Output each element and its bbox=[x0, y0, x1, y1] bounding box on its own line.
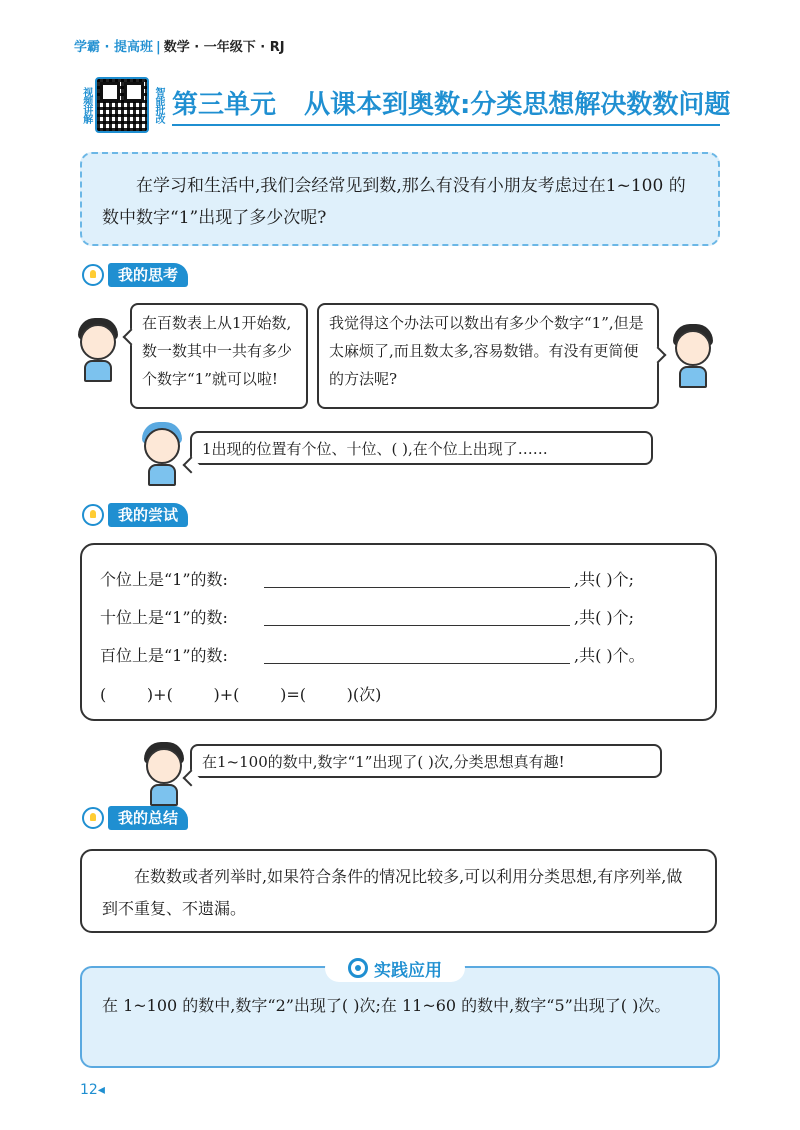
qr-code-icon bbox=[95, 77, 150, 133]
intro-box bbox=[80, 152, 720, 246]
answer-line[interactable] bbox=[264, 606, 570, 626]
girl-avatar bbox=[72, 314, 124, 384]
intro-text: 在学习和生活中,我们会经常见到数,那么有没有小朋友考虑过在1~100 的数中数字“1”出现了多少次呢? bbox=[102, 176, 686, 228]
section-think-label: 我的思考 bbox=[108, 263, 188, 287]
lightbulb-icon bbox=[82, 264, 104, 286]
unit-label: 第三单元 bbox=[172, 90, 277, 120]
unit-heading: 从课本到奥数:分类思想解决数数问题 bbox=[304, 90, 731, 120]
bubble-result-text: 在1~100的数中,数字“1”出现了( )次,分类思想真有趣! bbox=[202, 753, 565, 771]
try-row-label: 十位上是“1”的数: bbox=[100, 607, 228, 627]
cap-kid-avatar bbox=[136, 418, 188, 488]
brand-label: 学霸 · 提高班 bbox=[74, 40, 153, 55]
try-row-label: 百位上是“1”的数: bbox=[100, 645, 228, 665]
qr-left-text: 视频讲解 bbox=[80, 87, 92, 123]
section-summary-tag bbox=[82, 805, 188, 831]
section-think-tag bbox=[82, 262, 188, 288]
target-icon bbox=[348, 958, 368, 978]
practice-badge bbox=[325, 954, 465, 982]
try-row-label: 个位上是“1”的数: bbox=[100, 569, 228, 589]
page-number: 12◂ bbox=[80, 1082, 105, 1098]
qr-code-block[interactable] bbox=[80, 74, 164, 136]
boy-avatar bbox=[667, 320, 719, 390]
girl-avatar-2 bbox=[138, 738, 190, 808]
speech-bubble-result bbox=[190, 744, 662, 778]
practice-text: 在 1~100 的数中,数字“2”出现了( )次;在 11~60 的数中,数字“5”出现了( )次。 bbox=[102, 996, 671, 1015]
bubble-girl-text: 在百数表上从1开始数,数一数其中一共有多少个数字“1”就可以啦! bbox=[142, 314, 293, 388]
speech-bubble-girl bbox=[130, 303, 308, 409]
speech-bubble-hint bbox=[190, 431, 653, 465]
subject-label: 数学 · 一年级下 · RJ bbox=[163, 40, 285, 55]
bubble-hint-text: 1出现的位置有个位、十位、( ),在个位上出现了…… bbox=[202, 440, 548, 458]
summary-text: 在数数或者列举时,如果符合条件的情况比较多,可以利用分类思想,有序列举,做到不重复、不遗漏。 bbox=[102, 867, 683, 918]
section-summary-label: 我的总结 bbox=[108, 806, 188, 830]
summary-box bbox=[80, 849, 717, 933]
practice-badge-label: 实践应用 bbox=[374, 960, 442, 981]
try-row-tail: ,共( )个; bbox=[574, 607, 635, 627]
try-row-ones bbox=[100, 559, 697, 597]
try-row-tail: ,共( )个。 bbox=[574, 645, 645, 665]
speech-bubble-boy bbox=[317, 303, 659, 409]
answer-line[interactable] bbox=[264, 568, 570, 588]
sum-formula: ( )+( )+( )=( )(次) bbox=[100, 684, 382, 704]
header-separator: | bbox=[156, 40, 161, 55]
lightbulb-icon bbox=[82, 807, 104, 829]
lightbulb-icon bbox=[82, 504, 104, 526]
section-try-tag bbox=[82, 502, 188, 528]
try-row-tens bbox=[100, 597, 697, 635]
try-row-tail: ,共( )个; bbox=[574, 569, 635, 589]
section-try-label: 我的尝试 bbox=[108, 503, 188, 527]
page-header bbox=[74, 36, 285, 55]
bubble-boy-text: 我觉得这个办法可以数出有多少个数字“1”,但是太麻烦了,而且数太多,容易数错。有没有更简便的方法呢? bbox=[329, 314, 644, 388]
answer-line[interactable] bbox=[264, 644, 570, 664]
try-row-hundreds bbox=[100, 635, 697, 673]
try-box bbox=[80, 543, 717, 721]
unit-title bbox=[172, 84, 730, 121]
title-divider bbox=[172, 124, 720, 126]
qr-right-text: 智能批改 bbox=[153, 87, 164, 123]
